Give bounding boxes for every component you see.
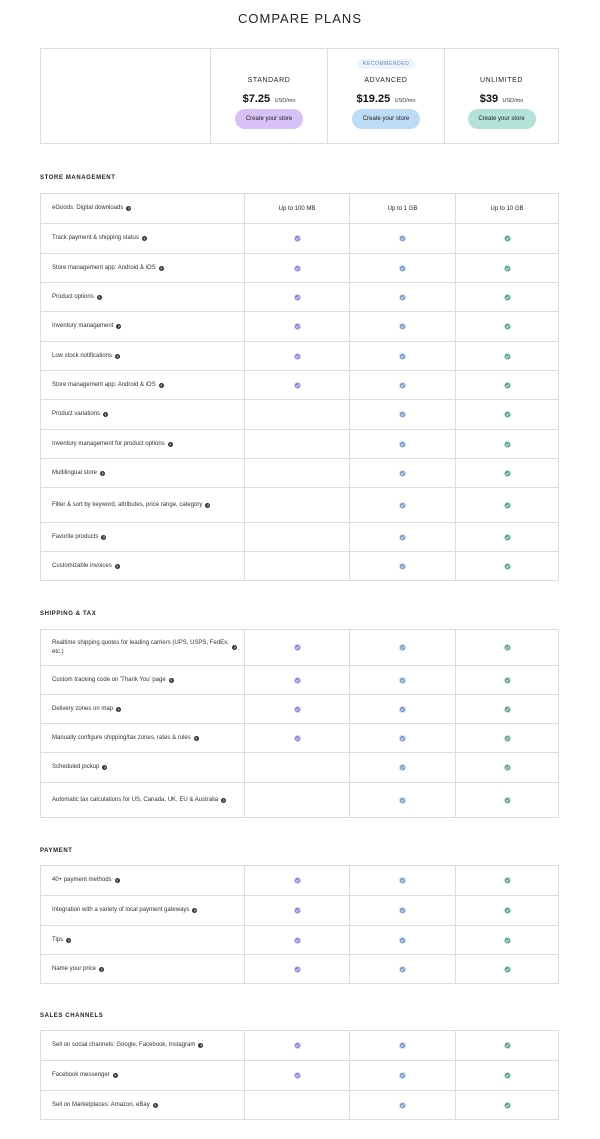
- help-icon[interactable]: ?: [169, 677, 173, 683]
- check-circle-icon: [399, 706, 406, 713]
- plan-cell-unlimited: [455, 488, 558, 522]
- plan-cell-unlimited: [455, 430, 558, 458]
- plan-cell-unlimited: [455, 224, 558, 253]
- check-circle-icon: [399, 294, 406, 301]
- feature-text: Inventory management: [52, 323, 114, 330]
- plan-cell-unlimited: [455, 400, 558, 429]
- plan-cell-unlimited: [455, 194, 558, 223]
- price-amount: $7.25: [242, 93, 271, 105]
- feature-label: [52, 283, 237, 311]
- check-circle-icon: [399, 937, 406, 944]
- feature-label: [52, 955, 237, 983]
- plan-cell-advanced: [349, 283, 455, 311]
- plan-cell-unlimited: [455, 552, 558, 580]
- feature-text: Integration with a variety of local payment gateways: [52, 907, 190, 914]
- feature-label: [52, 400, 237, 429]
- plan-cell-advanced: [349, 312, 455, 341]
- feature-label: [52, 783, 237, 817]
- plan-cell-standard: [244, 666, 349, 694]
- cell-value: Up to 100 MB: [278, 205, 316, 212]
- help-icon[interactable]: ?: [104, 412, 107, 417]
- plan-cell-advanced: [349, 488, 455, 522]
- plan-cell-standard: [244, 783, 349, 817]
- check-circle-icon: [504, 1102, 511, 1109]
- create-store-button-standard[interactable]: Create your store: [235, 109, 303, 129]
- section-title: SHIPPING & TAX: [40, 611, 97, 617]
- check-circle-icon: [294, 353, 301, 360]
- plan-cell-advanced: [349, 695, 455, 723]
- help-icon[interactable]: ?: [160, 382, 163, 388]
- check-circle-icon: [294, 907, 301, 914]
- plan-name: UNLIMITED: [479, 77, 524, 84]
- check-circle-icon: [399, 411, 406, 418]
- plan-cell-standard: [244, 695, 349, 723]
- check-circle-icon: [504, 534, 511, 541]
- plan-cell-advanced: [349, 630, 455, 665]
- plan-cell-standard: [244, 283, 349, 311]
- plan-cell-unlimited: [455, 666, 558, 694]
- plan-unlimited: [444, 49, 558, 143]
- check-circle-icon: [399, 1042, 406, 1049]
- check-circle-icon: [399, 1072, 406, 1079]
- feature-text: Track payment & shipping status: [52, 235, 139, 242]
- price-unit: USD/mo: [274, 98, 296, 104]
- table-row: [41, 630, 558, 665]
- feature-label: [52, 1031, 237, 1060]
- help-icon[interactable]: ?: [153, 1102, 157, 1108]
- plan-cell-advanced: [349, 430, 455, 458]
- help-icon[interactable]: ?: [101, 470, 104, 476]
- plan-name: ADVANCED: [364, 77, 408, 84]
- plan-cell-unlimited: [455, 371, 558, 399]
- plan-cell-advanced: [349, 896, 455, 925]
- plan-cell-standard: [244, 371, 349, 399]
- check-circle-icon: [294, 1072, 301, 1079]
- plan-cell-unlimited: [455, 866, 558, 895]
- plan-cell-unlimited: [455, 283, 558, 311]
- plan-cell-advanced: [349, 666, 455, 694]
- table-row: [41, 782, 558, 817]
- feature-text: Store management app: Android & iOS: [52, 381, 156, 388]
- plan-cell-unlimited: [455, 1061, 558, 1090]
- plan-price: [328, 89, 444, 107]
- table-row: [41, 253, 558, 282]
- feature-label: [52, 552, 237, 580]
- check-circle-icon: [294, 644, 301, 651]
- plan-cell-standard: [244, 312, 349, 341]
- check-circle-icon: [399, 235, 406, 242]
- check-circle-icon: [294, 677, 301, 684]
- check-circle-icon: [399, 265, 406, 272]
- help-icon[interactable]: ?: [97, 294, 101, 300]
- feature-text: Store management app: Android & iOS: [52, 264, 156, 271]
- feature-label: [52, 523, 237, 551]
- create-store-button-unlimited[interactable]: Create your store: [468, 109, 536, 129]
- check-circle-icon: [294, 294, 301, 301]
- check-circle-icon: [399, 534, 406, 541]
- check-circle-icon: [504, 1072, 511, 1079]
- recommended-badge: RECOMMENDED: [357, 59, 416, 69]
- plan-cell-advanced: [349, 1031, 455, 1060]
- help-icon[interactable]: ?: [115, 878, 119, 883]
- plan-cell-unlimited: [455, 312, 558, 341]
- create-store-button-advanced[interactable]: Create your store: [352, 109, 420, 129]
- plan-cell-advanced: [349, 926, 455, 954]
- plan-cell-standard: [244, 955, 349, 983]
- plan-cell-advanced: [349, 1061, 455, 1090]
- table-row: [41, 223, 558, 253]
- plan-cell-advanced: [349, 371, 455, 399]
- check-circle-icon: [294, 323, 301, 330]
- plan-name: STANDARD: [247, 77, 291, 84]
- check-circle-icon: [504, 677, 511, 684]
- table-row: [41, 752, 558, 782]
- feature-label: [52, 666, 237, 694]
- plan-price: [211, 89, 327, 107]
- check-circle-icon: [504, 502, 511, 509]
- price-amount: $19.25: [356, 93, 391, 105]
- feature-text: Manually configure shipping/tax zones, rates & rules: [52, 734, 191, 741]
- table-row: [41, 282, 558, 311]
- plan-cell-advanced: [349, 955, 455, 983]
- check-circle-icon: [399, 907, 406, 914]
- table-row: [41, 399, 558, 429]
- plan-cell-unlimited: [455, 753, 558, 782]
- check-circle-icon: [504, 235, 511, 242]
- check-circle-icon: [294, 382, 301, 389]
- feature-label: [52, 342, 237, 370]
- check-circle-icon: [504, 907, 511, 914]
- comparison-table: [40, 1030, 559, 1120]
- plan-cell-advanced: [349, 523, 455, 551]
- feature-label: [52, 630, 237, 665]
- feature-text: Name your price: [52, 965, 97, 972]
- check-circle-icon: [504, 706, 511, 713]
- feature-label: [52, 1091, 237, 1119]
- feature-label: [52, 312, 237, 341]
- feature-label: [52, 224, 237, 253]
- check-circle-icon: [399, 441, 406, 448]
- help-icon[interactable]: ?: [160, 265, 163, 271]
- check-circle-icon: [399, 470, 406, 477]
- plan-cell-advanced: [349, 866, 455, 895]
- table-row: [41, 925, 558, 954]
- feature-text: Product options: [52, 293, 94, 300]
- table-row: [41, 458, 558, 487]
- table-row: [41, 954, 558, 983]
- check-circle-icon: [504, 353, 511, 360]
- plan-cell-unlimited: [455, 896, 558, 925]
- plan-cell-unlimited: [455, 459, 558, 487]
- check-circle-icon: [504, 877, 511, 884]
- feature-text: Facebook messenger: [52, 1072, 110, 1079]
- plan-cell-standard: [244, 1091, 349, 1119]
- table-row: [41, 723, 558, 752]
- check-circle-icon: [294, 265, 301, 272]
- feature-text: eGoods: Digital downloads: [52, 205, 124, 212]
- table-row: [41, 1060, 558, 1090]
- feature-label: [52, 753, 237, 782]
- check-circle-icon: [294, 1042, 301, 1049]
- plan-cell-standard: [244, 430, 349, 458]
- check-circle-icon: [504, 323, 511, 330]
- feature-label: [52, 896, 237, 925]
- feature-label: [52, 254, 237, 282]
- table-row: [41, 1031, 558, 1060]
- plan-cell-standard: [244, 400, 349, 429]
- help-icon[interactable]: ?: [169, 441, 172, 447]
- check-circle-icon: [399, 877, 406, 884]
- check-circle-icon: [294, 706, 301, 713]
- section-title: SALES CHANNELS: [40, 1013, 104, 1019]
- plan-cell-advanced: [349, 400, 455, 429]
- check-circle-icon: [504, 470, 511, 477]
- check-circle-icon: [399, 382, 406, 389]
- feature-text: Sell on Marketplaces: Amazon, eBay: [52, 1101, 150, 1108]
- check-circle-icon: [294, 937, 301, 944]
- plan-cell-advanced: [349, 224, 455, 253]
- plan-cell-unlimited: [455, 783, 558, 817]
- feature-label: [52, 724, 237, 752]
- table-row: [41, 522, 558, 551]
- feature-text: Custom tracking code on 'Thank You' page: [52, 676, 166, 683]
- check-circle-icon: [399, 677, 406, 684]
- cell-value: Up to 10 GB: [490, 205, 524, 212]
- page-title: COMPARE PLANS: [237, 11, 362, 26]
- feature-text: Customizable invoices: [52, 562, 112, 569]
- help-icon[interactable]: ?: [100, 966, 103, 972]
- check-circle-icon: [504, 966, 511, 973]
- plan-cell-advanced: [349, 254, 455, 282]
- plan-cell-advanced: [349, 194, 455, 223]
- comparison-table: [40, 629, 559, 818]
- check-circle-icon: [504, 441, 511, 448]
- plan-price: [445, 89, 558, 107]
- plan-standard: [210, 49, 327, 143]
- feature-text: Product variations: [52, 411, 101, 418]
- help-icon[interactable]: ?: [195, 735, 198, 741]
- feature-text: Automatic tax calculations for US, Canada, UK, EU & Australia: [52, 796, 219, 803]
- check-circle-icon: [399, 323, 406, 330]
- feature-text: Multilingual store: [52, 469, 98, 476]
- table-row: [41, 1090, 558, 1119]
- plan-cell-unlimited: [455, 926, 558, 954]
- plan-cell-advanced: [349, 753, 455, 782]
- plan-cell-standard: [244, 866, 349, 895]
- comparison-table: [40, 865, 559, 984]
- help-icon[interactable]: ?: [103, 765, 107, 770]
- plan-cell-unlimited: [455, 523, 558, 551]
- check-circle-icon: [504, 265, 511, 272]
- plan-cell-standard: [244, 1061, 349, 1090]
- check-circle-icon: [504, 644, 511, 651]
- plan-cell-unlimited: [455, 342, 558, 370]
- check-circle-icon: [399, 353, 406, 360]
- check-circle-icon: [399, 966, 406, 973]
- plan-cell-advanced: [349, 342, 455, 370]
- check-circle-icon: [504, 294, 511, 301]
- help-icon[interactable]: ?: [117, 706, 120, 712]
- plan-cell-advanced: [349, 552, 455, 580]
- table-row: [41, 370, 558, 399]
- plan-cell-unlimited: [455, 955, 558, 983]
- price-unit: USD/mo: [502, 98, 524, 104]
- feature-label: [52, 194, 237, 223]
- plan-advanced: [327, 49, 444, 143]
- plan-cell-unlimited: [455, 254, 558, 282]
- plan-cell-standard: [244, 194, 349, 223]
- feature-text: Realtime shipping quotes for leading carriers (UPS, USPS, FedEx, etc.): [52, 640, 229, 655]
- help-icon[interactable]: ?: [116, 353, 119, 359]
- price-amount: $39: [479, 93, 499, 105]
- plan-cell-unlimited: [455, 1031, 558, 1060]
- feature-text: Favorite products: [52, 533, 99, 540]
- plan-cell-standard: [244, 254, 349, 282]
- plan-cell-standard: [244, 753, 349, 782]
- feature-text: Sell on social channels: Google, Facebook, Instagram: [52, 1042, 196, 1049]
- table-row: [41, 429, 558, 458]
- feature-text: Filter & sort by keyword, attributes, price range, category: [52, 501, 203, 508]
- check-circle-icon: [504, 411, 511, 418]
- feature-label: [52, 926, 237, 954]
- table-row: [41, 665, 558, 694]
- check-circle-icon: [504, 797, 511, 804]
- plan-cell-unlimited: [455, 630, 558, 665]
- cell-value: Up to 1 GB: [387, 205, 418, 212]
- plan-cell-advanced: [349, 459, 455, 487]
- section-title: PAYMENT: [40, 848, 73, 854]
- check-circle-icon: [399, 644, 406, 651]
- plan-cell-standard: [244, 630, 349, 665]
- plan-cell-standard: [244, 926, 349, 954]
- help-icon[interactable]: ?: [117, 324, 121, 329]
- check-circle-icon: [399, 502, 406, 509]
- help-icon[interactable]: ?: [67, 937, 70, 943]
- table-row: [41, 551, 558, 580]
- check-circle-icon: [504, 563, 511, 570]
- check-circle-icon: [399, 764, 406, 771]
- price-unit: USD/mo: [394, 98, 416, 104]
- check-circle-icon: [399, 735, 406, 742]
- plan-cell-standard: [244, 459, 349, 487]
- plan-cell-advanced: [349, 783, 455, 817]
- help-icon[interactable]: ?: [113, 1073, 117, 1078]
- plan-cell-advanced: [349, 724, 455, 752]
- feature-label: [52, 1061, 237, 1090]
- check-circle-icon: [294, 735, 301, 742]
- check-circle-icon: [294, 966, 301, 973]
- check-circle-icon: [504, 937, 511, 944]
- help-icon[interactable]: ?: [143, 236, 146, 241]
- plan-cell-advanced: [349, 1091, 455, 1119]
- feature-label: [52, 488, 237, 522]
- feature-text: Tips: [52, 936, 64, 943]
- check-circle-icon: [504, 764, 511, 771]
- table-row: [41, 311, 558, 341]
- plan-cell-standard: [244, 523, 349, 551]
- check-circle-icon: [504, 735, 511, 742]
- feature-text: Delivery zones on map: [52, 705, 114, 712]
- plan-cell-standard: [244, 342, 349, 370]
- table-row: [41, 895, 558, 925]
- plan-cell-standard: [244, 552, 349, 580]
- table-row: [41, 194, 558, 223]
- check-circle-icon: [294, 235, 301, 242]
- help-icon[interactable]: ?: [102, 534, 106, 540]
- help-icon[interactable]: ?: [193, 908, 197, 913]
- check-circle-icon: [504, 382, 511, 389]
- feature-label: [52, 430, 237, 458]
- plan-cell-standard: [244, 488, 349, 522]
- plan-cell-standard: [244, 224, 349, 253]
- plan-header-card: [40, 48, 559, 144]
- help-icon[interactable]: ?: [222, 797, 225, 803]
- check-circle-icon: [399, 563, 406, 570]
- comparison-table: [40, 193, 559, 581]
- check-circle-icon: [504, 1042, 511, 1049]
- table-row: [41, 694, 558, 723]
- help-icon[interactable]: ?: [115, 563, 119, 569]
- feature-label: [52, 695, 237, 723]
- plan-cell-standard: [244, 724, 349, 752]
- check-circle-icon: [399, 1102, 406, 1109]
- table-row: [41, 487, 558, 522]
- help-icon[interactable]: ?: [199, 1043, 203, 1048]
- section-title: STORE MANAGEMENT: [40, 175, 116, 181]
- plan-cell-unlimited: [455, 695, 558, 723]
- check-circle-icon: [294, 877, 301, 884]
- plan-cell-unlimited: [455, 1091, 558, 1119]
- feature-text: 40+ payment methods: [52, 877, 112, 884]
- table-row: [41, 866, 558, 895]
- help-icon[interactable]: ?: [206, 502, 210, 508]
- help-icon[interactable]: ?: [127, 206, 131, 211]
- feature-text: Scheduled pickup: [52, 764, 100, 771]
- feature-label: [52, 459, 237, 487]
- help-icon[interactable]: ?: [233, 645, 236, 650]
- feature-text: Inventory management for product options: [52, 440, 165, 447]
- feature-text: Low stock notifications: [52, 352, 113, 359]
- plan-cell-unlimited: [455, 724, 558, 752]
- plan-cell-standard: [244, 1031, 349, 1060]
- check-circle-icon: [399, 797, 406, 804]
- plan-cell-standard: [244, 896, 349, 925]
- feature-label: [52, 371, 237, 399]
- feature-label: [52, 866, 237, 895]
- table-row: [41, 341, 558, 370]
